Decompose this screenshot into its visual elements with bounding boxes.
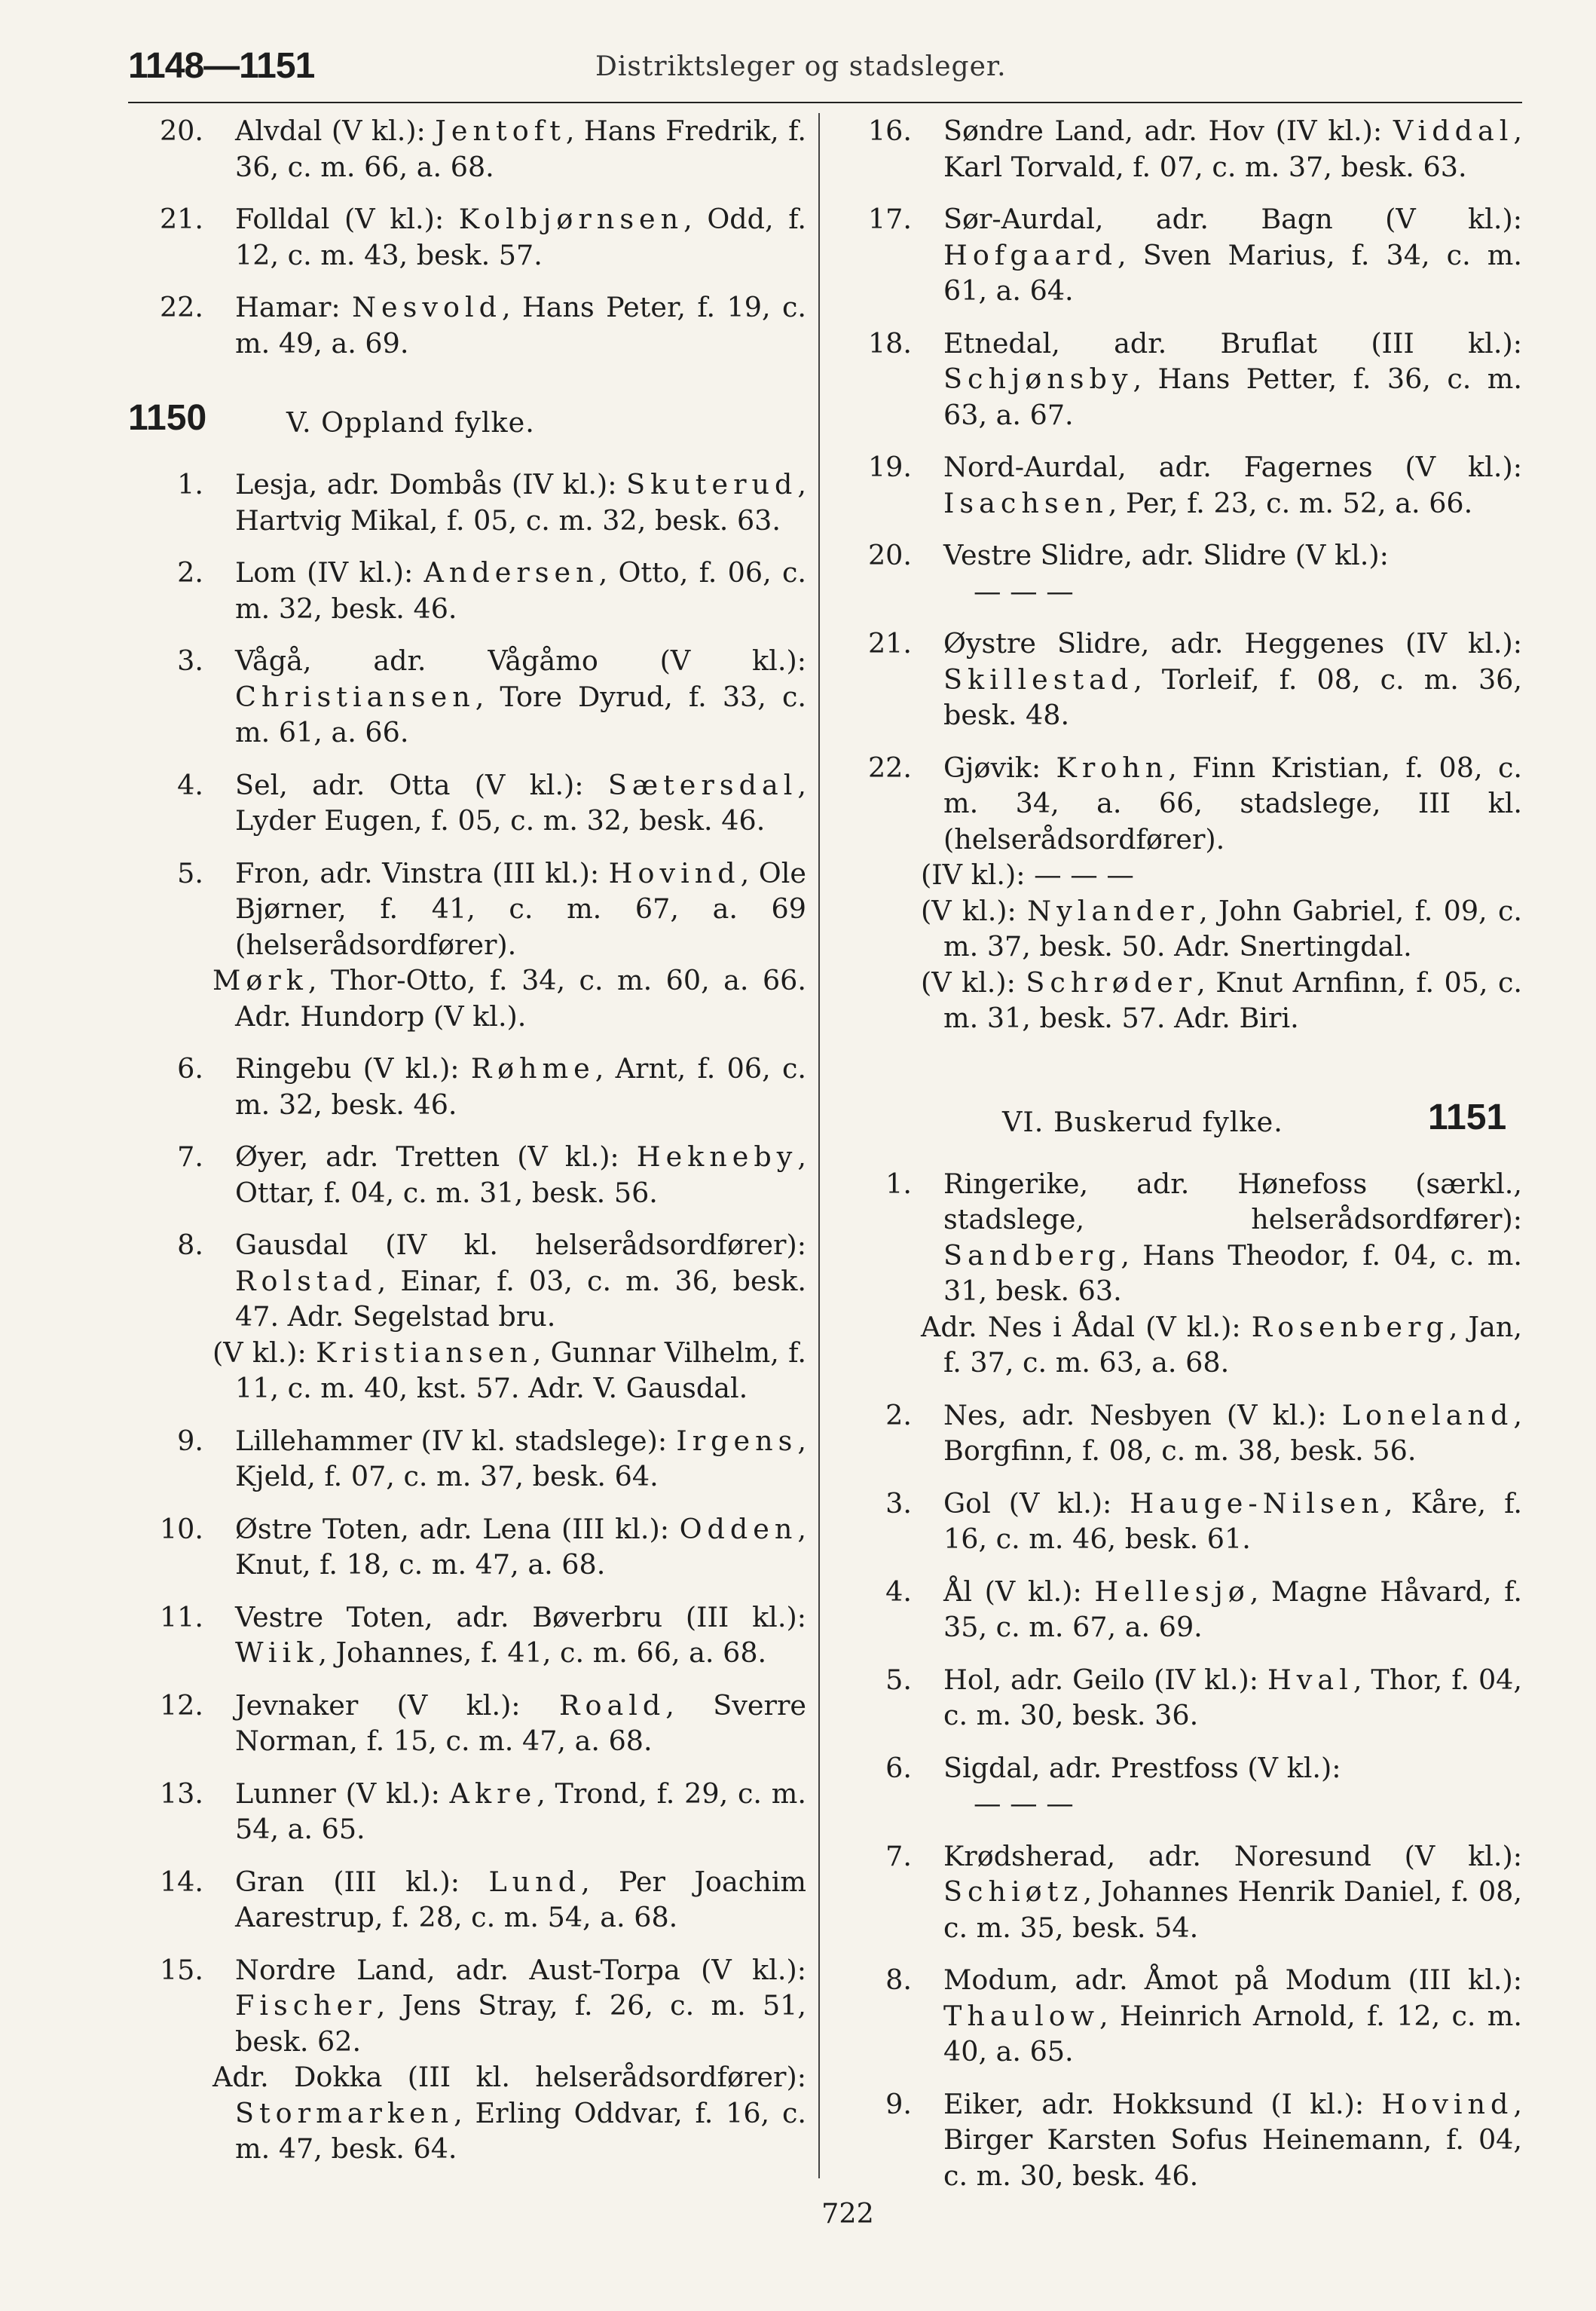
entry-surname: Hval [1267, 1663, 1353, 1696]
entry-number: 1. [177, 468, 203, 500]
entry-number: 13. [159, 1777, 203, 1810]
entry-number: 10. [159, 1512, 203, 1545]
entry-details: , John Gabriel, f. 09, c. m. 37, besk. 50. Adr. Snertingdal. [943, 894, 1522, 963]
entry-place: Hol, adr. Geilo (IV kl.): [943, 1663, 1267, 1696]
entry-number: 22. [867, 751, 912, 784]
entry-number: 5. [885, 1663, 912, 1696]
entry-place: Sel, adr. Otta (V kl.): [235, 768, 608, 801]
entry-details: , Torleif, f. 08, c. m. 36, besk. 48. [943, 663, 1522, 731]
entry-place: Jevnaker (V kl.): [235, 1688, 560, 1722]
entry-place: Lunner (V kl.): [235, 1777, 450, 1810]
list-item [128, 1511, 806, 1583]
entry-text [212, 963, 806, 1034]
entry-surname: Hofgaard [943, 238, 1118, 271]
entry-number: 11. [159, 1600, 203, 1633]
entry-number: 8. [177, 1229, 203, 1261]
entry-place: Krødsherad, adr. Noresund (V kl.): [943, 1839, 1522, 1872]
entry-place: Ringebu (V kl.): [235, 1052, 471, 1085]
entry-text [943, 1962, 1522, 2070]
entry-place: Gol (V kl.): [943, 1486, 1130, 1520]
entry-surname: Loneland [1341, 1398, 1514, 1431]
entry-text [235, 1599, 806, 1671]
page-header [128, 45, 1522, 90]
sub-entry [836, 893, 1522, 965]
entry-place: Øyer, adr. Tretten (V kl.): [235, 1140, 637, 1173]
entry-text: Sigdal, adr. Prestfoss (V kl.): [943, 1751, 1341, 1784]
entry-text: Vestre Slidre, adr. Slidre (V kl.): [943, 539, 1389, 571]
entry-place: Alvdal (V kl.): [235, 115, 436, 147]
entry-number: 1. [885, 1167, 912, 1200]
list-item [836, 201, 1522, 309]
entry-surname: Akre [449, 1777, 537, 1810]
entry-text [943, 1486, 1522, 1557]
entry-number: 21. [867, 627, 912, 660]
list-item [836, 326, 1522, 433]
entry-details: , Hans Theodor, f. 04, c. m. 31, besk. 63. [943, 1238, 1522, 1307]
vacant-dash: — — — [974, 574, 1074, 608]
list-item [836, 2086, 1522, 2194]
entry-number: 2. [177, 556, 203, 589]
entry-number: 20. [867, 539, 912, 571]
entry-details: , Karl Torvald, f. 07, c. m. 37, besk. 63. [943, 115, 1522, 183]
entry-surname: Christiansen [235, 680, 475, 713]
entry-surname: Røhme [470, 1052, 595, 1085]
entry-text [235, 856, 806, 963]
entry-text [943, 626, 1522, 733]
entry-number: 6. [885, 1751, 912, 1784]
entry-details: , Thor, f. 04, c. m. 30, besk. 36. [943, 1663, 1522, 1731]
list-item [836, 1750, 1522, 1822]
entry-place: (V kl.): [921, 894, 1028, 927]
entry-details: , Borgfinn, f. 08, c. m. 38, besk. 56. [943, 1398, 1522, 1467]
entry-text [235, 1776, 806, 1847]
entry-place: Eiker, adr. Hokksund (I kl.): [943, 2087, 1382, 2120]
entry-place: Østre Toten, adr. Lena (III kl.): [235, 1512, 680, 1545]
entry-text [943, 1662, 1522, 1734]
entry-number: 19. [867, 451, 912, 483]
entry-number: 9. [177, 1424, 203, 1457]
list-item [128, 1423, 806, 1495]
entry-text [943, 1838, 1522, 1946]
entry-details: , Per, f. 23, c. m. 52, a. 66. [1108, 486, 1473, 519]
entry-details: , Thor-Otto, f. 34, c. m. 60, a. 66. Adr. Hundorp (V kl.). [235, 964, 806, 1033]
entry-surname: Schiøtz [943, 1875, 1084, 1908]
list-item [128, 1051, 806, 1122]
entry-surname: Hovind [608, 856, 741, 889]
entry-place: Etnedal, adr. Bruflat (III kl.): [943, 326, 1522, 360]
sub-entry [836, 1309, 1522, 1381]
entry-details: , Sverre Norman, f. 15, c. m. 47, a. 68. [235, 1688, 807, 1757]
entry-surname: Lund [488, 1865, 582, 1898]
list-item [128, 1599, 806, 1671]
list-item [836, 449, 1522, 521]
entry-number: 5. [177, 856, 203, 889]
list-item [836, 1962, 1522, 2070]
entry-number: 7. [177, 1140, 203, 1173]
list-item [128, 555, 806, 626]
entry-details: , Otto, f. 06, c. m. 32, besk. 46. [235, 556, 806, 625]
entry-place: Lom (IV kl.): [235, 556, 424, 589]
entry-surname: Mørk [212, 964, 308, 996]
entry-surname: Hauge-Nilsen [1130, 1486, 1384, 1520]
entry-text [943, 1397, 1522, 1469]
entry-number: 22. [159, 291, 203, 323]
entry-text [235, 201, 806, 273]
entry-number: 12. [159, 1688, 203, 1722]
entry-details: , Johannes, f. 41, c. m. 66, a. 68. [318, 1636, 767, 1669]
entry-details: , Tore Dyrud, f. 33, c. m. 61, a. 66. [235, 680, 806, 748]
entry-number: 20. [159, 115, 203, 147]
list-item [836, 1397, 1522, 1469]
header-rule [128, 102, 1522, 103]
entry-place: Vestre Toten, adr. Bøverbru (III kl.): [235, 1600, 806, 1633]
list-item [128, 1227, 806, 1335]
entry-place: Adr. Nes i Ådal (V kl.): [921, 1310, 1252, 1343]
vacant-dash: — — — [974, 1787, 1074, 1820]
list-item [128, 1139, 806, 1211]
list-item [836, 1166, 1522, 1309]
entry-surname: Hekneby [636, 1140, 798, 1173]
entry-place: Adr. Dokka (III kl. helserådsordfører): [212, 2061, 806, 2093]
sub-entry [836, 965, 1522, 1036]
entry-number: 4. [177, 768, 203, 801]
entry-place: Gran (III kl.): [235, 1865, 489, 1898]
list-item [128, 1952, 806, 2060]
entry-text [921, 893, 1522, 965]
entry-surname: Jentoft [435, 115, 566, 147]
entry-details: , Ottar, f. 04, c. m. 31, besk. 56. [235, 1140, 806, 1209]
list-item [128, 643, 806, 751]
entry-details: , Hans Peter, f. 19, c. m. 49, a. 69. [235, 291, 806, 360]
list-item [128, 1776, 806, 1847]
entry-place: (V kl.): [212, 1336, 316, 1369]
entry-number: 21. [159, 203, 203, 235]
entry-details: , Kjeld, f. 07, c. m. 37, besk. 64. [235, 1424, 806, 1492]
entry-place: Modum, adr. Åmot på Modum (III kl.): [943, 1964, 1522, 1996]
list-item [836, 1662, 1522, 1734]
entry-text [943, 326, 1522, 433]
entry-text [235, 1051, 806, 1122]
list-item [836, 537, 1522, 609]
entry-place: Vågå, adr. Vågåmo (V kl.): [235, 644, 806, 677]
running-title: Distriktsleger og stadsleger. [595, 51, 1007, 82]
entry-details: , Kåre, f. 16, c. m. 46, besk. 61. [943, 1486, 1522, 1555]
list-item [836, 626, 1522, 733]
entry-surname: Nesvold [352, 291, 502, 323]
entry-place: Øystre Slidre, adr. Heggenes (IV kl.): [943, 627, 1522, 660]
entry-text [235, 1952, 806, 2060]
entry-text [235, 289, 806, 361]
section-heading-oppland [128, 390, 806, 450]
entry-details: , Hans Petter, f. 36, c. m. 63, a. 67. [943, 363, 1522, 431]
entry-text [921, 965, 1523, 1036]
entry-surname: Rosenberg [1251, 1310, 1449, 1343]
entry-number: 16. [867, 115, 912, 147]
entry-surname: Sandberg [943, 1238, 1121, 1272]
entry-surname: Kristiansen [316, 1336, 533, 1369]
list-item [128, 1864, 806, 1936]
entry-surname: Krohn [1056, 751, 1169, 784]
entry-details: , Per Joachim Aarestrup, f. 28, c. m. 54, a. 68. [235, 1865, 806, 1933]
entry-place: Nes, adr. Nesbyen (V kl.): [943, 1398, 1342, 1431]
entry-details: , Knut, f. 18, c. m. 47, a. 68. [235, 1512, 806, 1581]
entry-text [235, 1139, 806, 1211]
section-number: 1151 [1428, 1097, 1507, 1137]
entry-surname: Wiik [235, 1636, 319, 1669]
list-item [128, 467, 806, 538]
entry-number: 17. [867, 203, 912, 235]
left-column [128, 113, 806, 2167]
list-item [128, 767, 806, 839]
list-item [836, 1486, 1522, 1557]
entry-details: , Magne Håvard, f. 35, c. m. 67, a. 69. [943, 1575, 1522, 1643]
entry-number: 15. [159, 1953, 203, 1986]
entry-details: , Gunnar Vilhelm, f. 11, c. m. 40, kst. 57. Adr. V. Gausdal. [235, 1336, 806, 1404]
entry-text [921, 1309, 1522, 1381]
entry-details: , Hans Fredrik, f. 36, c. m. 66, a. 68. [235, 115, 806, 183]
sub-entry [128, 963, 806, 1034]
entry-place: Sør-Aurdal, adr. Bagn (V kl.): [943, 203, 1522, 235]
list-item [128, 1688, 806, 1759]
entry-surname: Hovind [1381, 2087, 1514, 2120]
entry-surname: Viddal [1393, 115, 1514, 147]
entry-details: , Heinrich Arnold, f. 12, c. m. 40, a. 65. [943, 1999, 1522, 2068]
entry-text [943, 1574, 1522, 1645]
entry-text [235, 113, 806, 185]
entry-text [943, 201, 1522, 309]
entry-surname: Isachsen [943, 486, 1108, 519]
entry-place: Lillehammer (IV kl. stadslege): [235, 1424, 677, 1457]
entry-text [212, 1335, 806, 1406]
entry-place: Ål (V kl.): [943, 1575, 1095, 1608]
entry-details: , Hartvig Mikal, f. 05, c. m. 32, besk. 63. [235, 468, 806, 537]
entry-number: 8. [885, 1964, 912, 1996]
entry-surname: Hellesjø [1094, 1575, 1250, 1608]
list-item [836, 750, 1522, 858]
section-title: V. Oppland fylke. [286, 406, 535, 439]
entry-number: 3. [885, 1486, 912, 1520]
entry-surname: Nylander [1027, 894, 1200, 927]
entry-text [235, 1864, 806, 1936]
list-item [836, 113, 1522, 185]
entry-text [943, 1166, 1522, 1309]
entry-details: , Trond, f. 29, c. m. 54, a. 65. [235, 1777, 806, 1845]
entry-number: 9. [885, 2087, 912, 2120]
entry-text [235, 767, 806, 839]
page-number: 722 [821, 2197, 874, 2230]
page-range: 1148—1151 [128, 46, 315, 86]
entry-surname: Odden [679, 1512, 798, 1545]
entry-surname: Kolbjørnsen [458, 203, 684, 235]
entry-surname: Skillestad [943, 663, 1134, 696]
entry-place: Lesja, adr. Dombås (IV kl.): [235, 468, 627, 500]
entry-surname: Schrøder [1026, 966, 1197, 999]
entry-number: 3. [177, 644, 203, 677]
entry-number: 2. [885, 1398, 912, 1431]
entry-number: 6. [177, 1052, 203, 1085]
column-divider [818, 113, 820, 2178]
list-item [128, 113, 806, 185]
entry-surname: Andersen [423, 556, 599, 589]
right-column [836, 113, 1522, 2193]
entry-details: , Jan, f. 37, c. m. 63, a. 68. [943, 1310, 1522, 1379]
entry-surname: Stormarken [235, 2096, 454, 2129]
entry-text [943, 449, 1522, 521]
entry-text [943, 750, 1522, 858]
entry-details: , Sven Marius, f. 34, c. m. 61, a. 64. [943, 238, 1522, 307]
entry-text [235, 555, 806, 626]
entry-details: , Jens Stray, f. 26, c. m. 51, besk. 62. [235, 1989, 806, 2058]
list-item [836, 1838, 1522, 1946]
entry-details: , Johannes Henrik Daniel, f. 08, c. m. 35, besk. 54. [943, 1875, 1522, 1944]
entry-details: , Lyder Eugen, f. 05, c. m. 32, besk. 46. [235, 768, 806, 837]
entry-surname: Irgens [676, 1424, 798, 1457]
entry-number: 18. [867, 326, 912, 360]
section-heading-buskerud [836, 1089, 1522, 1149]
section-title: VI. Buskerud fylke. [1002, 1105, 1283, 1138]
sub-entry [836, 857, 1522, 893]
entry-number: 7. [885, 1839, 912, 1872]
entry-text [943, 113, 1522, 185]
entry-details: , Knut Arnfinn, f. 05, c. m. 31, besk. 57. Adr. Biri. [943, 966, 1523, 1034]
entry-text [212, 2059, 806, 2167]
entry-details: , Einar, f. 03, c. m. 36, besk. 47. Adr. Segelstad bru. [235, 1264, 806, 1333]
entry-place: Fron, adr. Vinstra (III kl.): [235, 856, 609, 889]
entry-details: , Erling Oddvar, f. 16, c. m. 47, besk. 64. [235, 2096, 806, 2165]
entry-text [921, 857, 1522, 893]
section-number: 1150 [128, 398, 207, 438]
entry-surname: Schjønsby [943, 363, 1133, 395]
entry-text [235, 1423, 806, 1495]
entry-surname: Thaulow [943, 1999, 1100, 2032]
entry-place: Nordre Land, adr. Aust-Torpa (V kl.): [235, 1953, 806, 1986]
entry-place: Søndre Land, adr. Hov (IV kl.): [943, 115, 1393, 147]
list-item [128, 856, 806, 963]
entry-surname: Fischer [235, 1989, 377, 2022]
entry-number: 4. [885, 1575, 912, 1608]
entry-place: Gjøvik: [943, 751, 1056, 784]
entry-surname: Sætersdal [607, 768, 798, 801]
entry-details: , Arnt, f. 06, c. m. 32, besk. 46. [235, 1052, 807, 1121]
entry-text [235, 1688, 806, 1759]
list-item [128, 201, 806, 273]
entry-details: , Ole Bjørner, f. 41, c. m. 67, a. 69 (helserådsordfører). [235, 856, 806, 961]
entry-text [943, 2086, 1522, 2194]
sub-entry [128, 1335, 806, 1406]
list-item [836, 1574, 1522, 1645]
entry-details: , Birger Karsten Sofus Heinemann, f. 04, c. m. 30, besk. 46. [943, 2087, 1522, 2192]
entry-details: , Odd, f. 12, c. m. 43, besk. 57. [235, 203, 807, 271]
entry-details: , Finn Kristian, f. 08, c. m. 34, a. 66, stadslege, III kl. (helserådsordfører). [943, 751, 1522, 856]
entry-text [235, 467, 806, 538]
sub-entry [128, 2059, 806, 2167]
entry-place: Ringerike, adr. Hønefoss (særkl., stadslege, helserådsordfører): [943, 1167, 1522, 1235]
entry-surname: Skuterud [626, 468, 798, 500]
entry-place: (IV kl.): — — — [921, 859, 1134, 891]
entry-text [235, 643, 806, 751]
entry-place: Gausdal (IV kl. helserådsordfører): [235, 1229, 806, 1261]
entry-place: Hamar: [235, 291, 353, 323]
entry-place: (V kl.): [921, 966, 1026, 999]
entry-place: Nord-Aurdal, adr. Fagernes (V kl.): [943, 451, 1522, 483]
entry-surname: Roald [559, 1688, 666, 1722]
list-item [128, 289, 806, 361]
entry-text [235, 1511, 806, 1583]
entry-number: 14. [159, 1865, 203, 1898]
entry-text [235, 1227, 806, 1335]
entry-surname: Rolstad [235, 1264, 378, 1297]
entry-place: Folldal (V kl.): [235, 203, 459, 235]
